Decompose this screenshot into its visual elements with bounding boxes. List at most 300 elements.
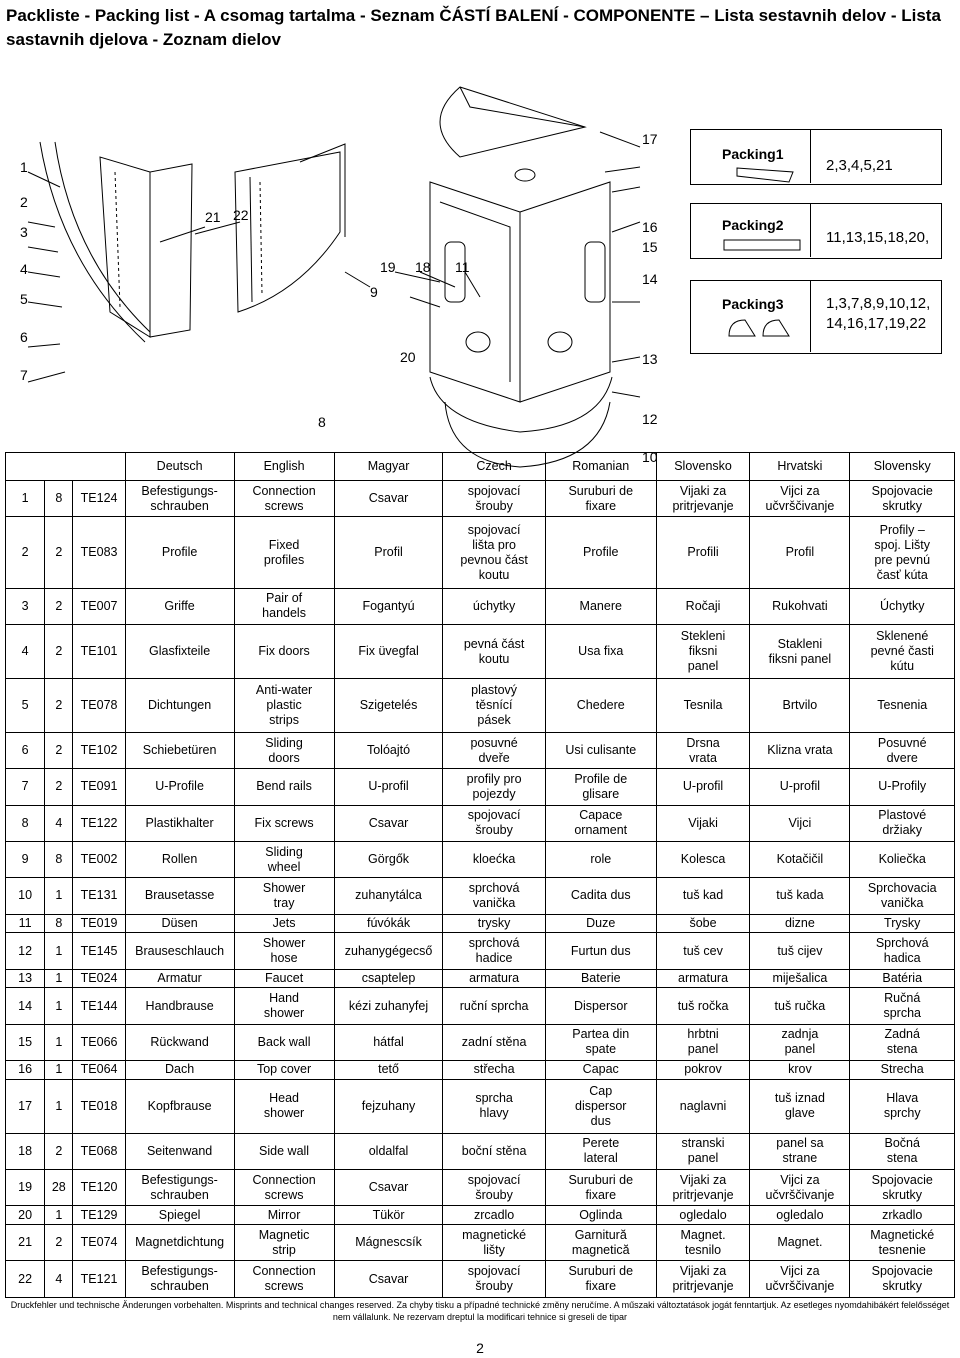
- table-cell: tuš kada: [750, 878, 850, 914]
- table-cell: Duze: [545, 914, 656, 933]
- table-cell: 3: [6, 588, 45, 624]
- table-cell: 4: [45, 805, 73, 841]
- table-cell: Dach: [125, 1061, 234, 1080]
- callout-16: 16: [642, 219, 658, 235]
- table-cell: Vijci za učvrščivanje: [750, 1261, 850, 1298]
- table-cell: 16: [6, 1061, 45, 1080]
- callout-14: 14: [642, 271, 658, 287]
- table-cell: 6: [6, 732, 45, 768]
- table-cell: 1: [45, 1024, 73, 1060]
- table-row: [6, 732, 955, 768]
- column-header: Slovensky: [850, 453, 955, 481]
- table-cell: TE121: [73, 1261, 125, 1298]
- table-cell: Profili: [656, 517, 750, 589]
- column-header: Hrvatski: [750, 453, 850, 481]
- table-cell: TE129: [73, 1206, 125, 1225]
- table-cell: Csavar: [334, 1261, 443, 1298]
- callout-1: 1: [20, 159, 28, 175]
- table-cell: Suruburi de fixare: [545, 481, 656, 517]
- table-cell: Vijaki za pritrjevanje: [656, 1261, 750, 1298]
- table-cell: TE002: [73, 841, 125, 877]
- table-cell: Manere: [545, 588, 656, 624]
- table-cell: zrkadlo: [850, 1206, 955, 1225]
- table-cell: Mirror: [234, 1206, 334, 1225]
- table-cell: Usa fixa: [545, 625, 656, 679]
- table-cell: Sprchovacia vanička: [850, 878, 955, 914]
- table-row: [6, 1133, 955, 1169]
- table-cell: 11: [6, 914, 45, 933]
- table-cell: pevná část koutu: [443, 625, 545, 679]
- table-cell: Spojovacie skrutky: [850, 1261, 955, 1298]
- table-cell: Brausetasse: [125, 878, 234, 914]
- table-header-row: [6, 453, 955, 481]
- column-header: Magyar: [334, 453, 443, 481]
- table-cell: tuš ročka: [656, 988, 750, 1024]
- table-cell: Befestigungs- schrauben: [125, 1170, 234, 1206]
- table-cell: Tolóajtó: [334, 732, 443, 768]
- parts-table: [5, 452, 955, 1298]
- table-cell: hrbtni panel: [656, 1024, 750, 1060]
- callout-6: 6: [20, 329, 28, 345]
- table-cell: TE064: [73, 1061, 125, 1080]
- table-cell: Sprchová hadica: [850, 933, 955, 969]
- table-row: [6, 1225, 955, 1261]
- table-cell: 9: [6, 841, 45, 877]
- table-cell: 1: [45, 1079, 73, 1133]
- table-cell: Tesnila: [656, 679, 750, 733]
- table-cell: Úchytky: [850, 588, 955, 624]
- table-cell: Szigetelés: [334, 679, 443, 733]
- table-cell: 2: [45, 517, 73, 589]
- table-cell: tuš cev: [656, 933, 750, 969]
- table-cell: Rollen: [125, 841, 234, 877]
- table-cell: 1: [6, 481, 45, 517]
- table-cell: Vijaki za pritrjevanje: [656, 1170, 750, 1206]
- table-cell: Baterie: [545, 969, 656, 988]
- door-outline-left: [40, 142, 145, 342]
- table-cell: Ročaji: [656, 588, 750, 624]
- table-cell: Chedere: [545, 679, 656, 733]
- table-cell: stranski panel: [656, 1133, 750, 1169]
- table-cell: 2: [45, 732, 73, 768]
- packing-2-items: 11,13,15,18,20,: [826, 229, 930, 246]
- table-cell: Ručná sprcha: [850, 988, 955, 1024]
- table-cell: armatura: [656, 969, 750, 988]
- table-cell: Oglinda: [545, 1206, 656, 1225]
- table-cell: Vijaki: [656, 805, 750, 841]
- table-cell: Fogantyú: [334, 588, 443, 624]
- table-cell: fúvókák: [334, 914, 443, 933]
- table-cell: Profil: [334, 517, 443, 589]
- callout-20: 20: [400, 349, 416, 365]
- table-cell: U-profil: [656, 769, 750, 805]
- column-header: Slovensko: [656, 453, 750, 481]
- callout-10: 10: [642, 449, 658, 465]
- table-cell: Seitenwand: [125, 1133, 234, 1169]
- table-cell: Side wall: [234, 1133, 334, 1169]
- table-row: [6, 969, 955, 988]
- table-cell: Brauseschlauch: [125, 933, 234, 969]
- table-cell: Profile de glisare: [545, 769, 656, 805]
- callout-19: 19: [380, 259, 396, 275]
- table-cell: 1: [45, 1061, 73, 1080]
- table-cell: zrcadlo: [443, 1206, 545, 1225]
- table-cell: Düsen: [125, 914, 234, 933]
- table-cell: 2: [6, 517, 45, 589]
- table-cell: TE091: [73, 769, 125, 805]
- table-cell: Top cover: [234, 1061, 334, 1080]
- table-cell: spojovací šrouby: [443, 1170, 545, 1206]
- table-cell: Jets: [234, 914, 334, 933]
- table-row: [6, 517, 955, 589]
- table-cell: naglavni: [656, 1079, 750, 1133]
- table-row: [6, 679, 955, 733]
- callout-9: 9: [370, 284, 378, 300]
- table-cell: Shower tray: [234, 878, 334, 914]
- table-cell: armatura: [443, 969, 545, 988]
- table-cell: U-Profily: [850, 769, 955, 805]
- column-header: Romanian: [545, 453, 656, 481]
- table-cell: 20: [6, 1206, 45, 1225]
- table-cell: 8: [45, 481, 73, 517]
- table-cell: TE068: [73, 1133, 125, 1169]
- table-cell: 13: [6, 969, 45, 988]
- table-cell: tuš kad: [656, 878, 750, 914]
- table-cell: boční stěna: [443, 1133, 545, 1169]
- table-cell: Magnetic strip: [234, 1225, 334, 1261]
- table-cell: tuš ručka: [750, 988, 850, 1024]
- table-cell: Suruburi de fixare: [545, 1170, 656, 1206]
- table-cell: TE101: [73, 625, 125, 679]
- column-header: English: [234, 453, 334, 481]
- table-cell: 8: [45, 914, 73, 933]
- table-cell: Zadná stena: [850, 1024, 955, 1060]
- table-cell: Hand shower: [234, 988, 334, 1024]
- table-cell: Dichtungen: [125, 679, 234, 733]
- table-cell: spojovací šrouby: [443, 481, 545, 517]
- table-cell: Spiegel: [125, 1206, 234, 1225]
- table-cell: Vijci: [750, 805, 850, 841]
- table-row: [6, 1061, 955, 1080]
- parts-table-body: [6, 481, 955, 1298]
- table-cell: fejzuhany: [334, 1079, 443, 1133]
- table-cell: 8: [6, 805, 45, 841]
- table-row: [6, 805, 955, 841]
- table-cell: Bočná stena: [850, 1133, 955, 1169]
- table-cell: TE018: [73, 1079, 125, 1133]
- table-cell: sprchová vanička: [443, 878, 545, 914]
- table-cell: pokrov: [656, 1061, 750, 1080]
- table-cell: oldalfal: [334, 1133, 443, 1169]
- table-cell: Connection screws: [234, 1170, 334, 1206]
- table-cell: Fixed profiles: [234, 517, 334, 589]
- table-cell: trysky: [443, 914, 545, 933]
- table-cell: Glasfixteile: [125, 625, 234, 679]
- page-title: Packliste - Packing list - A csomag tartalma - Seznam ČÁSTÍ BALENÍ - COMPONENTE – Lista sestavnih delov - Lista sastavnih djelova - Zoznam dielov: [6, 6, 941, 49]
- table-cell: Fix doors: [234, 625, 334, 679]
- table-cell: 21: [6, 1225, 45, 1261]
- table-cell: 28: [45, 1170, 73, 1206]
- callout-17: 17: [642, 131, 658, 147]
- table-cell: Connection screws: [234, 481, 334, 517]
- table-cell: panel sa strane: [750, 1133, 850, 1169]
- packing-1-label: Packing1: [722, 146, 784, 162]
- table-cell: Connection screws: [234, 1261, 334, 1298]
- column-header: Czech: [443, 453, 545, 481]
- table-cell: Magnetické tesnenie: [850, 1225, 955, 1261]
- table-cell: Vijci za učvrščivanje: [750, 481, 850, 517]
- table-cell: Rückwand: [125, 1024, 234, 1060]
- table-cell: TE024: [73, 969, 125, 988]
- table-cell: Brtvilo: [750, 679, 850, 733]
- packing-3-icon: [725, 316, 795, 342]
- table-row: [6, 988, 955, 1024]
- table-cell: Koliečka: [850, 841, 955, 877]
- table-cell: Befestigungs- schrauben: [125, 481, 234, 517]
- table-cell: Magnet. tesnilo: [656, 1225, 750, 1261]
- table-cell: Plastové držiaky: [850, 805, 955, 841]
- table-cell: 2: [45, 588, 73, 624]
- table-cell: Cadita dus: [545, 878, 656, 914]
- table-cell: Armatur: [125, 969, 234, 988]
- table-cell: sprchová hadice: [443, 933, 545, 969]
- table-cell: 1: [45, 933, 73, 969]
- table-cell: TE066: [73, 1024, 125, 1060]
- table-cell: ogledalo: [750, 1206, 850, 1225]
- table-cell: Profile: [125, 517, 234, 589]
- table-cell: Klizna vrata: [750, 732, 850, 768]
- table-row: [6, 1079, 955, 1133]
- table-row: [6, 914, 955, 933]
- packing-1-icon: [735, 164, 795, 184]
- table-cell: TE145: [73, 933, 125, 969]
- top-cover-outline: [440, 87, 585, 157]
- table-cell: Profile: [545, 517, 656, 589]
- table-cell: Plastikhalter: [125, 805, 234, 841]
- table-cell: Profil: [750, 517, 850, 589]
- header-blank: [6, 453, 126, 481]
- table-cell: spojovací šrouby: [443, 805, 545, 841]
- column-header: Deutsch: [125, 453, 234, 481]
- table-cell: Trysky: [850, 914, 955, 933]
- table-cell: TE122: [73, 805, 125, 841]
- table-cell: Stekleni fiksni panel: [656, 625, 750, 679]
- table-cell: Suruburi de fixare: [545, 1261, 656, 1298]
- callout-15: 15: [642, 239, 658, 255]
- table-cell: plastový těsnící pásek: [443, 679, 545, 733]
- table-cell: magnetické lišty: [443, 1225, 545, 1261]
- table-cell: Kolesca: [656, 841, 750, 877]
- table-cell: miješalica: [750, 969, 850, 988]
- table-cell: Batéria: [850, 969, 955, 988]
- table-cell: TE102: [73, 732, 125, 768]
- table-cell: Anti-water plastic strips: [234, 679, 334, 733]
- table-cell: zadní stěna: [443, 1024, 545, 1060]
- table-cell: Vijaki za pritrjevanje: [656, 481, 750, 517]
- table-cell: Tesnenia: [850, 679, 955, 733]
- table-row: [6, 769, 955, 805]
- table-cell: Handbrause: [125, 988, 234, 1024]
- callout-13: 13: [642, 351, 658, 367]
- table-cell: TE007: [73, 588, 125, 624]
- table-cell: posuvné dveře: [443, 732, 545, 768]
- callout-5: 5: [20, 291, 28, 307]
- table-cell: Griffe: [125, 588, 234, 624]
- callout-22: 22: [233, 207, 249, 223]
- table-cell: tuš cijev: [750, 933, 850, 969]
- table-cell: Partea din spate: [545, 1024, 656, 1060]
- table-row: [6, 933, 955, 969]
- table-cell: ogledalo: [656, 1206, 750, 1225]
- table-row: [6, 1024, 955, 1060]
- packing-3-label: Packing3: [722, 296, 784, 312]
- table-cell: kloećka: [443, 841, 545, 877]
- page-number: 2: [476, 1340, 484, 1356]
- table-cell: 18: [6, 1133, 45, 1169]
- table-cell: 7: [6, 769, 45, 805]
- table-cell: Usi culisante: [545, 732, 656, 768]
- table-row: [6, 588, 955, 624]
- table-cell: TE019: [73, 914, 125, 933]
- table-row: [6, 841, 955, 877]
- table-cell: Csavar: [334, 805, 443, 841]
- table-cell: Csavar: [334, 481, 443, 517]
- table-cell: 12: [6, 933, 45, 969]
- callout-18: 18: [415, 259, 431, 275]
- table-cell: Görgők: [334, 841, 443, 877]
- table-row: [6, 481, 955, 517]
- table-cell: TE124: [73, 481, 125, 517]
- packing-3-items: 1,3,7,8,9,10,12, 14,16,17,19,22: [826, 295, 931, 332]
- table-cell: zuhanygégecső: [334, 933, 443, 969]
- table-cell: sprcha hlavy: [443, 1079, 545, 1133]
- table-cell: TE120: [73, 1170, 125, 1206]
- callout-12: 12: [642, 411, 658, 427]
- packing-box-2-divider: [810, 203, 811, 257]
- callout-7: 7: [20, 367, 28, 383]
- table-cell: Bend rails: [234, 769, 334, 805]
- packing-2-label: Packing2: [722, 217, 784, 233]
- table-cell: Rukohvati: [750, 588, 850, 624]
- table-cell: Cap dispersor dus: [545, 1079, 656, 1133]
- table-cell: střecha: [443, 1061, 545, 1080]
- table-cell: role: [545, 841, 656, 877]
- table-cell: 2: [45, 625, 73, 679]
- table-cell: Kopfbrause: [125, 1079, 234, 1133]
- table-cell: tuš iznad glave: [750, 1079, 850, 1133]
- table-cell: ruční sprcha: [443, 988, 545, 1024]
- table-cell: Magnetdichtung: [125, 1225, 234, 1261]
- callout-11: 11: [455, 259, 470, 275]
- table-cell: TE083: [73, 517, 125, 589]
- table-cell: 8: [45, 841, 73, 877]
- exploded-diagram: [0, 62, 960, 465]
- table-cell: Capac: [545, 1061, 656, 1080]
- callout-21: 21: [205, 209, 221, 225]
- table-cell: dizne: [750, 914, 850, 933]
- table-cell: Stakleni fiksni panel: [750, 625, 850, 679]
- packing-1-items: 2,3,4,5,21: [826, 157, 893, 174]
- table-cell: Hlava sprchy: [850, 1079, 955, 1133]
- table-cell: Head shower: [234, 1079, 334, 1133]
- table-cell: Spojovacie skrutky: [850, 481, 955, 517]
- table-cell: 17: [6, 1079, 45, 1133]
- table-cell: Fix screws: [234, 805, 334, 841]
- table-cell: Dispersor: [545, 988, 656, 1024]
- table-cell: 14: [6, 988, 45, 1024]
- table-cell: Csavar: [334, 1170, 443, 1206]
- table-cell: Shower hose: [234, 933, 334, 969]
- table-cell: šobe: [656, 914, 750, 933]
- table-cell: Kotačičil: [750, 841, 850, 877]
- table-cell: TE078: [73, 679, 125, 733]
- table-cell: 1: [45, 878, 73, 914]
- callout-8: 8: [318, 414, 326, 430]
- table-row: [6, 1170, 955, 1206]
- table-cell: Magnet.: [750, 1225, 850, 1261]
- table-cell: 2: [45, 769, 73, 805]
- table-cell: 1: [45, 1206, 73, 1225]
- table-cell: Sklenené pevné časti kútu: [850, 625, 955, 679]
- table-cell: Furtun dus: [545, 933, 656, 969]
- table-row: [6, 625, 955, 679]
- table-cell: hátfal: [334, 1024, 443, 1060]
- table-cell: 2: [45, 679, 73, 733]
- table-cell: Strecha: [850, 1061, 955, 1080]
- table-cell: TE074: [73, 1225, 125, 1261]
- table-cell: tető: [334, 1061, 443, 1080]
- callout-4: 4: [20, 261, 28, 277]
- table-cell: Fix üvegfal: [334, 625, 443, 679]
- table-cell: 15: [6, 1024, 45, 1060]
- table-cell: Sliding doors: [234, 732, 334, 768]
- table-cell: Perete lateral: [545, 1133, 656, 1169]
- table-cell: krov: [750, 1061, 850, 1080]
- packing-box-1-divider: [810, 129, 811, 183]
- callout-2: 2: [20, 194, 28, 210]
- table-cell: Mágnescsík: [334, 1225, 443, 1261]
- table-cell: 4: [6, 625, 45, 679]
- table-cell: profily pro pojezdy: [443, 769, 545, 805]
- table-cell: TE144: [73, 988, 125, 1024]
- table-cell: Sliding wheel: [234, 841, 334, 877]
- table-cell: Profily – spoj. Lišty pre pevnú časť kúta: [850, 517, 955, 589]
- table-cell: kézi zuhanyfej: [334, 988, 443, 1024]
- table-cell: Tükör: [334, 1206, 443, 1225]
- table-cell: Vijci za učvrščivanje: [750, 1170, 850, 1206]
- table-cell: Back wall: [234, 1024, 334, 1060]
- table-cell: Garnitură magnetică: [545, 1225, 656, 1261]
- table-cell: Schiebetüren: [125, 732, 234, 768]
- table-cell: Pair of handels: [234, 588, 334, 624]
- disclaimer: Druckfehler und technische Änderungen vorbehalten. Misprints and technical changes reserved. Za chyby tisku a případné technické změny neručíme. A műszaki változtatások jogát fenntartjuk. Az esetleges nyomdahibákért felelősséget nem vállalunk. Ne rezervam dreptul la modificari tehnice si greseli de tipar: [10, 1300, 950, 1322]
- table-cell: U-profil: [750, 769, 850, 805]
- table-row: [6, 1206, 955, 1225]
- table-cell: 2: [45, 1225, 73, 1261]
- table-cell: 22: [6, 1261, 45, 1298]
- table-cell: spojovací šrouby: [443, 1261, 545, 1298]
- table-cell: Capace ornament: [545, 805, 656, 841]
- table-cell: U-Profile: [125, 769, 234, 805]
- table-cell: zuhanytálca: [334, 878, 443, 914]
- table-cell: 4: [45, 1261, 73, 1298]
- table-row: [6, 878, 955, 914]
- table-cell: Spojovacie skrutky: [850, 1170, 955, 1206]
- table-cell: spojovací lišta pro pevnou část koutu: [443, 517, 545, 589]
- table-cell: 1: [45, 988, 73, 1024]
- table-cell: U-profil: [334, 769, 443, 805]
- packing-2-icon: [722, 238, 802, 254]
